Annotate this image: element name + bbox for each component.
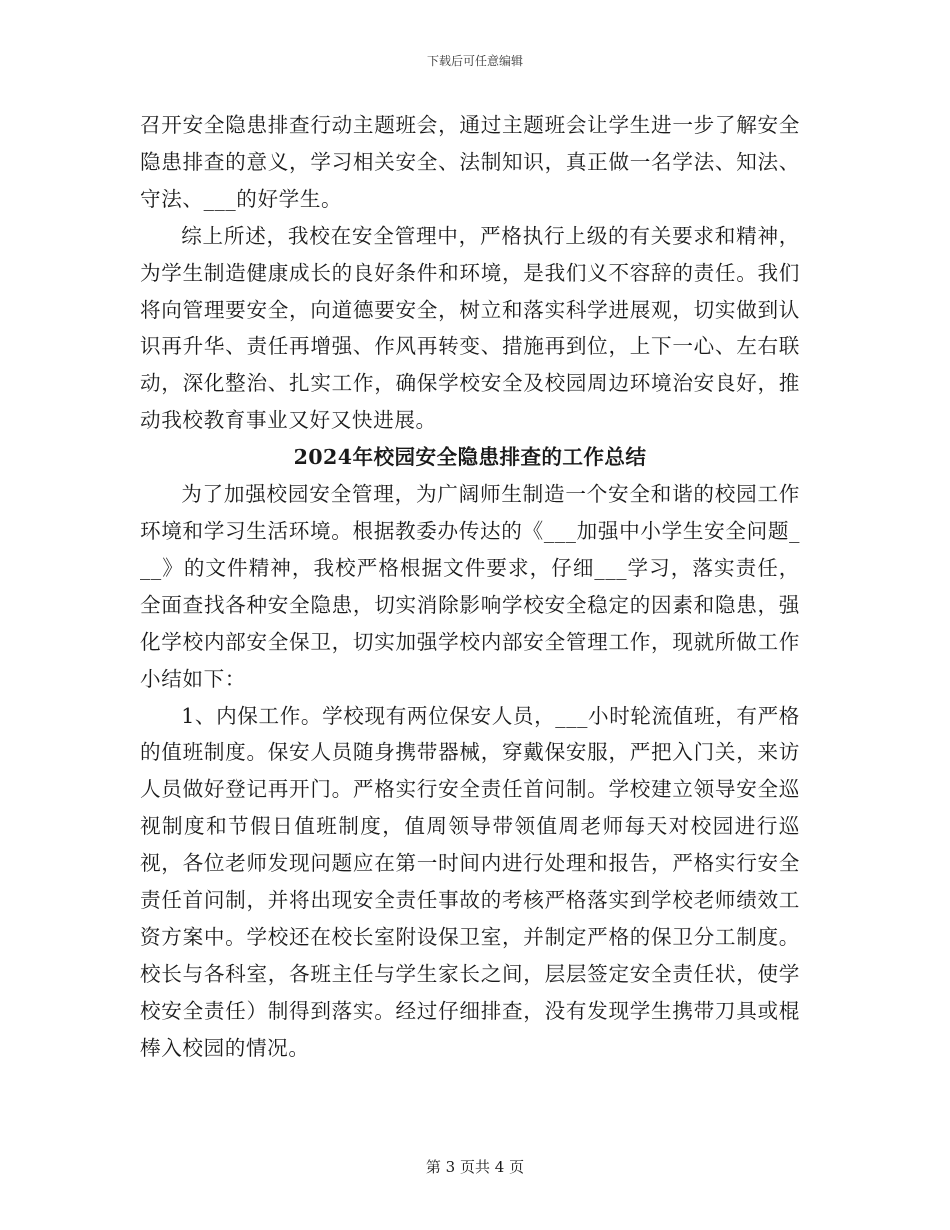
paragraph-internal-security: 1、内保工作。学校现有两位保安人员，___小时轮流值班，有严格的值班制度。保安人员随身携带器械，穿戴保安服，严把入门关，来访人员做好登记再开门。严格实行安全责任首问制。学校建立领导安全巡视制度和节假日值班制度，值周领导带领值周老师每天对校园进行巡视，各位老师发现问题应在第一时间内进行处理和报告，严格实行安全责任首问制，并将出现安全责任事故的考核严格落实到学校老师绩效工资方案中。学校还在校长室附设保卫室，并制定严格的保卫分工制度。校长与各科室，各班主任与学生家长之间，层层签定安全责任状，使学校安全责任）制得到落实。经过仔细排查，没有发现学生携带刀具或棍棒入校园的情况。 <box>140 703 800 1060</box>
paragraph-summary: 综上所述，我校在安全管理中，严格执行上级的有关要求和精神，为学生制造健康成长的良好条件和环境，是我们义不容辞的责任。我们将向管理要安全，向道德要安全，树立和落实科学进展观，切实做到认识再升华、责任再增强、作风再转变、措施再到位，上下一心、左右联动，深化整治、扎实工作，确保学校安全及校园周边环境治安良好，推动我校教育事业又好又快进展。 <box>140 223 800 433</box>
paragraph-intro: 为了加强校园安全管理，为广阔师生制造一个安全和谐的校园工作环境和学习生活环境。根据教委办传达的《___加强中小学生安全问题___》的文件精神，我校严格根据文件要求，仔细___学习，落实责任，全面查找各种安全隐患，切实消除影响学校安全稳定的因素和隐患，强化学校内部安全保卫，切实加强学校内部安全管理工作，现就所做工作小结如下： <box>140 482 800 691</box>
document-body <box>140 107 800 1067</box>
section-title: 2024年校园安全隐患排查的工作总结 <box>293 445 647 470</box>
page-number: 第 3 页共 4 页 <box>425 1158 525 1176</box>
paragraph-class-meeting: 召开安全隐患排查行动主题班会，通过主题班会让学生进一步了解安全隐患排查的意义，学习相关安全、法制知识，真正做一名学法、知法、守法、___的好学生。 <box>140 113 800 211</box>
page-header: 下载后可任意编辑 <box>426 54 523 68</box>
